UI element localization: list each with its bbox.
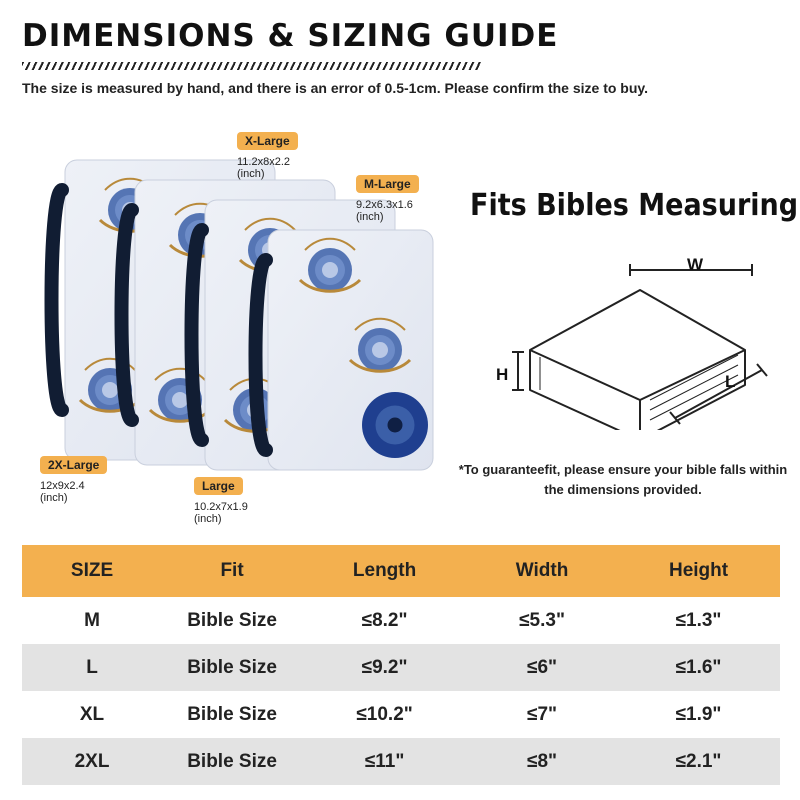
cell-fit: Bible Size <box>187 609 277 631</box>
size-tag: 2X-Large <box>40 456 107 474</box>
size-label-large <box>194 477 248 525</box>
size-table <box>22 545 780 785</box>
cell-height: ≤2.1" <box>617 738 780 785</box>
cell-width: ≤5.3" <box>519 609 565 631</box>
width-label: W <box>687 255 704 274</box>
size-tag: M-Large <box>356 175 419 193</box>
measurement-note: The size is measured by hand, and there is an error of 0.5-1cm. Please confirm the size to buy. <box>22 80 649 96</box>
column-header-length: Length <box>302 545 467 597</box>
table-header-row <box>22 545 780 597</box>
size-tag: X-Large <box>237 132 298 150</box>
cell-width: ≤8" <box>467 738 617 785</box>
cell-fit: Bible Size <box>162 644 302 691</box>
size-unit: (inch) <box>40 492 68 504</box>
table-row <box>22 691 780 738</box>
column-header-width: Width <box>467 545 617 597</box>
fit-note: *To guaranteefit, please ensure your bible falls within the dimensions provided. <box>458 462 788 497</box>
cell-length: ≤10.2" <box>356 703 413 725</box>
column-header-size: SIZE <box>22 545 162 597</box>
column-header-height: Height <box>617 545 780 597</box>
fits-heading: Fits Bibles Measuring <box>470 188 799 223</box>
cell-size: 2XL <box>22 738 162 785</box>
table-row <box>22 597 780 644</box>
cell-length: ≤9.2" <box>302 644 467 691</box>
size-dimensions: 12x9x2.4 <box>40 480 85 492</box>
size-unit: (inch) <box>237 168 265 180</box>
cell-height: ≤1.3" <box>675 609 722 631</box>
size-unit: (inch) <box>194 513 222 525</box>
cell-size: XL <box>79 703 105 725</box>
title-underline-divider <box>22 62 482 70</box>
cell-size: M <box>84 609 100 631</box>
bible-dimension-diagram <box>490 250 770 430</box>
cell-fit: Bible Size <box>162 738 302 785</box>
size-tag: Large <box>194 477 243 495</box>
cell-height: ≤1.6" <box>617 644 780 691</box>
length-label: L <box>725 372 736 391</box>
size-dimensions: 9.2x6.3x1.6 <box>356 199 413 211</box>
cell-width: ≤6" <box>467 644 617 691</box>
size-unit: (inch) <box>356 211 384 223</box>
cell-height: ≤1.9" <box>675 703 722 725</box>
height-label: H <box>496 365 509 384</box>
cell-size: L <box>22 644 162 691</box>
table-row <box>22 644 780 691</box>
column-header-fit: Fit <box>162 545 302 597</box>
cell-length: ≤8.2" <box>361 609 408 631</box>
page-title: DIMENSIONS & SIZING GUIDE <box>22 18 559 54</box>
size-dimensions: 10.2x7x1.9 <box>194 501 248 513</box>
cell-length: ≤11" <box>302 738 467 785</box>
table-row <box>22 738 780 785</box>
size-dimensions: 11.2x8x2.2 <box>237 156 291 168</box>
cell-width: ≤7" <box>527 703 558 725</box>
size-label-2xlarge <box>40 456 107 504</box>
cover-mlarge <box>256 230 434 470</box>
cell-fit: Bible Size <box>187 703 277 725</box>
size-label-mlarge <box>356 175 419 223</box>
size-label-xlarge <box>237 132 298 180</box>
